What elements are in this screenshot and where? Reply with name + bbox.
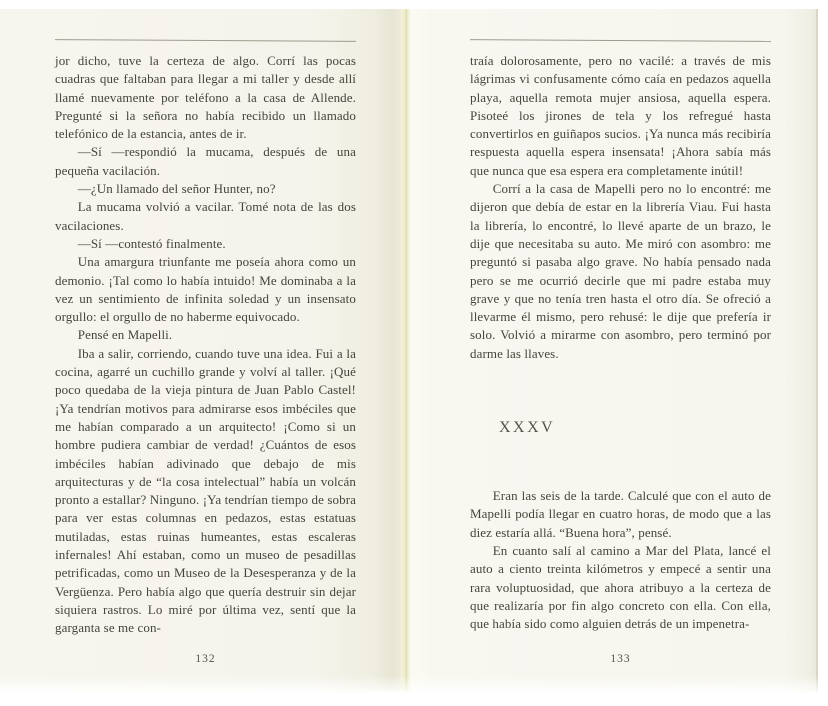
- paragraph: Una amargura triunfante me poseía ahora como un demonio. ¡Tal como lo había intuido! Me dominaba a la vez un sentimiento de infinita soledad y un insensato orgullo: el orgullo de no haberme equivocado.: [55, 254, 356, 325]
- paragraph: Pensé en Mapelli.: [77, 327, 173, 343]
- paragraph: Corrí a la casa de Mapelli pero no lo encontré: me dijeron que debía de estar en la librería Viau. Fui hasta la librería, lo encontré, lo llevé aparte de un brazo, le dije que necesitaba su auto. Me miró con asombro: me preguntó si pasaba algo grave. No había pensado nada pero se me ocurrió decirle que mi padre estaba muy grave y que no tenía tren hasta el otro día. Se ofreció a llevarme él mismo, pero rehusé: le dije que prefería ir solo. Volvió a mirarme con asombro, pero terminó por darme las llaves.: [470, 181, 771, 361]
- right-page: [412, 9, 818, 692]
- book-spine-gutter: [401, 9, 412, 692]
- right-page-textblock: [470, 40, 771, 633]
- chapter-heading: XXXV: [499, 419, 556, 437]
- left-page: [0, 9, 401, 692]
- right-page-number: 133: [610, 653, 631, 665]
- book-spread: [0, 9, 828, 692]
- paragraph: —Sí —respondió la mucama, después de una pequeña vacilación.: [55, 144, 356, 178]
- paragraph: En cuanto salí al camino a Mar del Plata, lancé el auto a ciento treinta kilómetros y empecé a sentir una rara voluptuosidad, que ahora atribuyo a la certeza de que realizaría por fin algo concreto con ella. Con ella, que había sido como alguien detrás de un impenetra-: [470, 542, 771, 632]
- paragraph: —Sí —contestó finalmente.: [77, 235, 226, 251]
- left-page-body: [55, 52, 356, 638]
- paragraph: La mucama volvió a vacilar. Tomé nota de las dos vacilaciones.: [55, 199, 356, 233]
- paragraph: —¿Un llamado del señor Hunter, no?: [77, 181, 276, 197]
- left-page-header-rule: [55, 39, 356, 42]
- left-page-textblock: [55, 40, 356, 638]
- right-page-body: [470, 52, 771, 633]
- paragraph: Eran las seis de la tarde. Calculé que con el auto de Mapelli podía llegar en cuatro horas, de modo que a las diez estaría allá. “Buena hora”, pensé.: [470, 488, 771, 540]
- left-page-number: 132: [195, 653, 216, 665]
- paragraph: traía dolorosamente, pero no vacilé: a través de mis lágrimas vi confusamente cómo caía en pedazos aquella playa, aquella remota mujer ansiosa, aquella espera. Pisoteé los jirones de tela y los refregué hasta convertirlos en guiñapos sucios. ¡Ya nunca más recibiría respuesta aquella espera insensata! ¡Ahora sabía más que nunca que esa espera era completamente inútil!: [470, 53, 771, 178]
- right-page-header-rule: [470, 39, 771, 42]
- paragraph: jor dicho, tuve la certeza de algo. Corrí las pocas cuadras que faltaban para llegar a mi taller y desde allí llamé nuevamente por teléfono a la casa de Allende. Pregunté si la señora no había recibido un llamado telefónico de la estancia, antes de ir.: [55, 53, 356, 142]
- paragraph: Iba a salir, corriendo, cuando tuve una idea. Fui a la cocina, agarré un cuchillo grande y volví al taller. ¡Qué poco quedaba de la vieja pintura de Juan Pablo Castel! ¡Ya tendrían motivos para admirarse esos imbéciles que me habían comparado a un arquitecto! ¡Como si un hombre pudiera cambiar de verdad! ¿Cuántos de esos imbéciles habían adivinado que debajo de mis arquitecturas y de “la cosa intelectual” había un volcán pronto a estallar? Ninguno. ¡Ya tendrían tiempo de sobra para ver estas columnas en pedazos, estas estatuas mutiladas, estas ruinas humeantes, estas escaleras infernales! Ahí estaban, como un museo de pesadillas petrificadas, como un Museo de la Desesperanza y de la Vergüenza. Pero había algo que quería destruir sin dejar siquiera rastros. Lo miré por última vez, sentí que la garganta se me con-: [55, 345, 356, 636]
